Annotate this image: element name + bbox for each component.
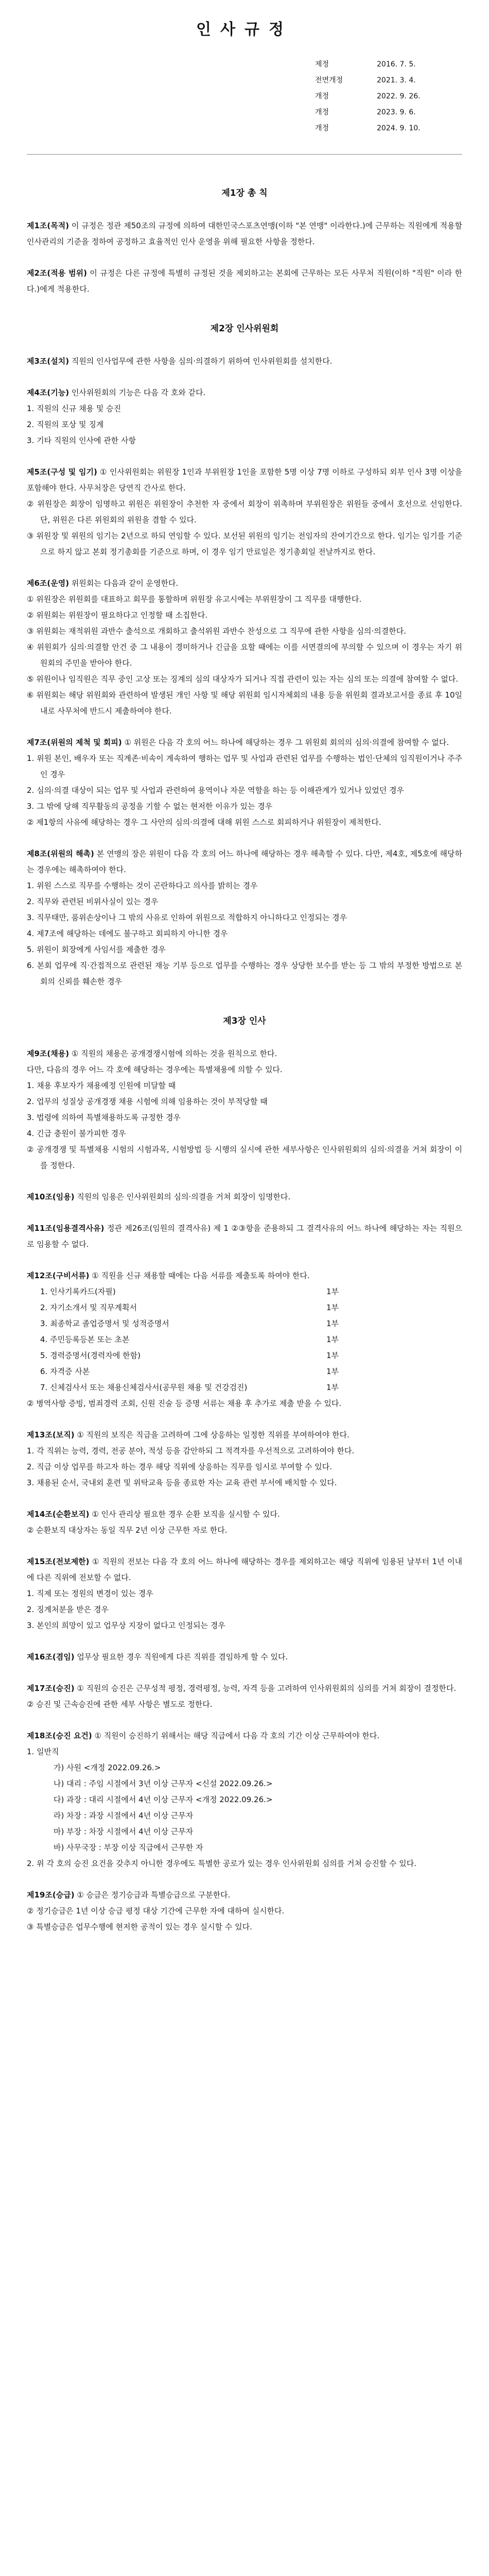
document-row (27, 1332, 462, 1348)
article-a7 (27, 735, 462, 831)
article-text: 직원의 인사업무에 관한 사항을 심의·의결하기 위하여 인사위원회를 설치한다. (69, 357, 333, 366)
document-row (27, 1380, 462, 1396)
article-item: 2. 직원의 포상 및 징계 (27, 420, 104, 429)
article-heading: 제2조(적용 범위) (27, 268, 87, 278)
history-row (315, 73, 462, 89)
article-clause: ① 직원의 전보는 다음 각 호의 어느 하나에 해당하는 경우를 제외하고는 해당 직위에 임용된 날부터 1년 이내에 다른 직위에 전보할 수 없다. (27, 1557, 462, 1582)
article-clause: ① 인사위원회는 위원장 1인과 부위원장 1인을 포함한 5명 이상 7명 이하로 구성하되 외부 인사 3명 이상을 포함해야 한다. 사무처장은 당연직 간사로 한다. (27, 467, 462, 493)
article-a2 (27, 265, 462, 297)
article-lead (27, 1427, 462, 1443)
article-clause: ① 위원은 다음 각 호의 어느 하나에 해당하는 경우 그 위원회 회의의 심의·의결에 참여할 수 없다. (124, 738, 449, 747)
article-heading: 제4조(기능) (27, 388, 69, 397)
article-item: 1. 일반직 (27, 1747, 59, 1756)
article-a8 (27, 846, 462, 990)
document-count: 1부 (326, 1287, 339, 1296)
chapter-3-title: 제3장 인사 (223, 1016, 266, 1026)
article-item: ③ 특별승급은 업무수행에 현저한 공적이 있는 경우 실시할 수 있다. (27, 1922, 252, 1931)
article-heading: 제8조(위원의 해촉) (27, 849, 94, 858)
article-a14 (27, 1506, 462, 1538)
document-count: 1부 (326, 1303, 339, 1312)
article-item: ② 순환보직 대상자는 동일 직무 2년 이상 근무한 자로 한다. (27, 1526, 228, 1535)
article-lead (27, 1189, 462, 1205)
article-item: ③ 위원장 및 위원의 임기는 2년으로 하되 연임할 수 있다. 보선된 위원의 임기는 전임자의 잔여기간으로 한다. 임기는 임기를 기준으로 하지 않고 본회 정기총회를 기준으로 하며, 이 경우 임기 만료일은 정기총회일 전날까지로 한다. (27, 531, 462, 556)
article-subitem: 다) 과장 : 대리 시절에서 4년 이상 근무자 <개정 2022.09.26.> (54, 1795, 273, 1804)
article-text: 본 연맹의 장은 위원이 다음 각 호의 어느 하나에 해당하는 경우 해촉할 수 있다. 다만, 제4호, 제5호에 해당하는 경우에는 해촉하여야 한다. (27, 849, 462, 874)
article-item: 1. 위원 본인, 배우자 또는 직계존·비속이 계속하여 행하는 업무 및 사업과 관련된 업무를 수행하는 법인·단체의 임직원이거나 주주인 경우 (27, 754, 462, 779)
document-name: 6. 자격증 사본 (40, 1367, 90, 1376)
history-label: 제정 (315, 60, 329, 69)
article-item: ② 병역사항 증빙, 범죄경력 조회, 신원 진술 등 증명 서류는 채용 후 추가로 제출 받을 수 있다. (27, 1399, 342, 1408)
article-item: ⑤ 위원이나 임직원은 직무 중인 고상 또는 징계의 심의 대상자가 되거나 직접 관련이 있는 자는 심의 또는 의결에 참여할 수 없다. (27, 674, 459, 684)
article-lead (27, 464, 462, 496)
article-lead (27, 1554, 462, 1586)
document-row (27, 1316, 462, 1332)
article-a13 (27, 1427, 462, 1491)
article-a18 (27, 1728, 462, 1872)
article-a3 (27, 353, 462, 369)
history-date: 2024. 9. 10. (377, 124, 421, 132)
article-lead (27, 1649, 462, 1665)
article-item: 2. 업무의 성질상 공개경쟁 채용 시험에 의해 임용하는 것이 부적당할 때 (27, 1097, 268, 1106)
article-clause: ① 승급은 정기승급과 특별승급으로 구분한다. (77, 1890, 231, 1900)
article-item: 3. 법령에 의하여 특별채용하도록 규정한 경우 (27, 1113, 181, 1122)
document-count: 1부 (326, 1367, 339, 1376)
article-clause: ① 직원의 승진은 근무성적 평정, 경력평정, 능력, 자격 등을 고려하여 인사위원회의 심의를 거쳐 회장이 결정한다. (77, 1684, 457, 1693)
article-heading: 제5조(구성 및 임기) (27, 467, 97, 477)
article-subitem: 가) 사원 <개정 2022.09.26.> (54, 1763, 161, 1772)
article-item: ③ 위원회는 재적위원 과반수 출석으로 개회하고 출석위원 과반수 찬성으로 그 직무에 관한 사항을 심의·의결한다. (27, 626, 407, 636)
article-item: 2. 직급 이상 업무를 하고자 하는 경우 해당 직위에 상응하는 직무를 임시로 부여할 수 있다. (27, 1462, 332, 1471)
article-lead (27, 1221, 462, 1252)
history-label: 개정 (315, 124, 329, 132)
history-date: 2023. 9. 6. (377, 108, 416, 116)
article-heading: 제1조(목적) (27, 221, 69, 230)
article-item: ② 승진 및 근속승진에 관한 세부 사항은 별도로 정한다. (27, 1700, 213, 1709)
article-subitem: 마) 부장 : 차장 시절에서 4년 이상 근무자 (54, 1827, 194, 1836)
article-lead (27, 1268, 462, 1284)
article-a5 (27, 464, 462, 560)
document-name: 1. 인사기록카드(자필) (40, 1287, 116, 1296)
article-item: 1. 위원 스스로 직무를 수행하는 것이 곤란하다고 의사를 밝히는 경우 (27, 881, 258, 890)
article-clause: ① 인사 관리상 필요한 경우 순환 보직을 실시할 수 있다. (92, 1510, 280, 1519)
article-a11 (27, 1221, 462, 1252)
article-heading: 제11조(임용결격사유) (27, 1224, 104, 1233)
article-heading: 제9조(채용) (27, 1049, 69, 1058)
history-row (315, 57, 462, 73)
article-item: 3. 직무태만, 품위손상이나 그 밖의 사유로 인하여 위원으로 적합하지 아니하다고 인정되는 경우 (27, 913, 347, 922)
article-clause: ① 직원의 보직은 직급을 고려하여 그에 상응하는 일정한 직위를 부여하여야 한다. (77, 1430, 350, 1439)
article-item: 다만, 다음의 경우 어느 각 호에 해당하는 경우에는 특별채용에 의할 수 있다. (27, 1065, 283, 1074)
document-name: 5. 경력증명서(경력자에 한함) (40, 1351, 141, 1360)
article-lead (27, 575, 462, 591)
history-label: 개정 (315, 108, 329, 116)
article-text: 인사위원회의 기능은 다음 각 호와 같다. (69, 388, 206, 397)
document-title: 인사규정 (196, 21, 293, 39)
document-name: 4. 주민등록등본 또는 초본 (40, 1335, 130, 1344)
article-heading: 제16조(겸임) (27, 1652, 75, 1662)
article-heading: 제13조(보직) (27, 1430, 75, 1439)
article-lead (27, 353, 462, 369)
chapter-2-title: 제2장 인사위원회 (210, 324, 279, 334)
document-row (27, 1300, 462, 1316)
article-lead (27, 218, 462, 250)
article-item: 2. 직무와 관련된 비위사실이 있는 경우 (27, 897, 159, 906)
chapter-1-title: 제1장 총 칙 (221, 188, 268, 198)
article-text: 업무상 필요한 경우 직원에게 다른 직위를 겸임하게 할 수 있다. (74, 1652, 288, 1662)
document-name: 3. 최종학교 졸업증명서 및 성적증명서 (40, 1319, 169, 1328)
article-heading: 제17조(승진) (27, 1684, 75, 1693)
article-item: 3. 본인의 희망이 있고 업무상 지장이 없다고 인정되는 경우 (27, 1621, 225, 1630)
article-heading: 제14조(순환보직) (27, 1510, 90, 1519)
title-divider (27, 154, 462, 155)
article-clause: ① 직원의 채용은 공개경쟁시험에 의하는 것을 원칙으로 한다. (71, 1049, 277, 1058)
revision-history (315, 57, 462, 137)
history-row (315, 121, 462, 137)
document-count: 1부 (326, 1335, 339, 1344)
document-row (27, 1284, 462, 1300)
article-heading: 제6조(운영) (27, 579, 69, 588)
article-lead (27, 385, 462, 401)
article-item: 1. 직원의 신규 채용 및 승진 (27, 404, 121, 413)
article-subitem: 나) 대리 : 주임 시절에서 3년 이상 근무자 <신설 2022.09.26.> (54, 1779, 273, 1788)
article-item: 1. 각 직위는 능력, 경력, 전공 분야, 적성 등을 감안하되 그 적격자를 우선적으로 고려하여야 한다. (27, 1446, 355, 1455)
article-heading: 제18조(승진 요건) (27, 1731, 92, 1740)
article-item: ① 위원장은 위원회를 대표하고 회무를 통할하며 위원장 유고시에는 부위원장이 그 직무를 대행한다. (27, 595, 362, 604)
article-text: 정관 제26조(임원의 결격사유) 제 1 ②③항을 준용하되 그 결격사유의 어느 하나에 해당하는 자는 직원으로 임용할 수 없다. (27, 1224, 462, 1249)
article-lead (27, 1681, 462, 1697)
document-name: 7. 신체검사서 또는 채용신체검사서(공무원 채용 및 건강검진) (40, 1383, 248, 1392)
article-item: 3. 그 밖에 당해 직무활동의 공정을 기할 수 없는 현저한 이유가 있는 경우 (27, 802, 273, 811)
article-lead (27, 1887, 462, 1903)
article-lead (27, 265, 462, 297)
article-lead (27, 1506, 462, 1522)
history-date: 2022. 9. 26. (377, 92, 421, 100)
article-item: 1. 직제 또는 정원의 변경이 있는 경우 (27, 1589, 153, 1598)
article-heading: 제10조(임용) (27, 1192, 75, 1201)
article-text: 직원의 임용은 인사위원회의 심의·의결을 거쳐 회장이 임명한다. (74, 1192, 291, 1201)
article-item: 2. 위 각 호의 승진 요건을 갖추지 아니한 경우에도 특별한 공로가 있는 경우 인사위원회 심의를 거쳐 승진할 수 있다. (27, 1859, 416, 1868)
article-item: 2. 징계처분을 받은 경우 (27, 1605, 109, 1614)
article-lead (27, 846, 462, 878)
article-heading: 제7조(위원의 제척 및 회피) (27, 738, 122, 747)
article-a10 (27, 1189, 462, 1205)
article-subitem: 라) 차장 : 과장 시절에서 4년 이상 근무자 (54, 1811, 194, 1820)
article-heading: 제12조(구비서류) (27, 1271, 90, 1280)
article-a19 (27, 1887, 462, 1935)
article-item: ② 제1항의 사유에 해당하는 경우 그 사안의 심의·의결에 대해 위원 스스로 회피하거나 위원장이 제척한다. (27, 818, 381, 827)
document-count: 1부 (326, 1319, 339, 1328)
article-item: 4. 제7조에 해당하는 데에도 불구하고 회피하지 아니한 경우 (27, 929, 228, 938)
article-heading: 제19조(승급) (27, 1890, 75, 1900)
article-clause: ① 직원을 신규 채용할 때에는 다음 서류를 제출토록 하여야 한다. (92, 1271, 310, 1280)
article-a17 (27, 1681, 462, 1713)
article-item: ⑥ 위원회는 해당 위원회와 관련하여 발생된 개인 사항 및 해당 위원회 임시자체회의 내용 등을 위원회 결과보고서를 종료 후 10일 내로 사무처에 반드시 제출하여야 한다. (27, 690, 462, 716)
article-lead (27, 1728, 462, 1744)
article-clause: ① 직원이 승진하기 위해서는 해당 직급에서 다음 각 호의 기간 이상 근무하여야 한다. (94, 1731, 380, 1740)
article-item: ② 공개경쟁 및 특별채용 시험의 시험과목, 시험방법 등 시행의 실시에 관한 세부사항은 인사위원회의 심의·의결을 거쳐 회장이 이를 정한다. (27, 1145, 462, 1170)
article-item: 6. 본회 업무에 직·간접적으로 관련된 재능 기부 등으로 업무를 수행하는 경우 상당한 보수를 받는 등 그 밖의 부정한 방법으로 본회의 신뢰를 훼손한 경우 (27, 961, 462, 986)
article-item: ④ 위원회가 심의·의결할 안건 중 그 내용이 경미하거나 긴급을 요할 때에는 이를 서면결의에 부의할 수 있으며 이 경우는 자기 위원회의 주민을 받아야 한다. (27, 642, 462, 668)
history-date: 2016. 7. 5. (377, 60, 416, 69)
article-lead (27, 1046, 462, 1062)
article-text: 이 규정은 정관 제50조의 규정에 의하여 대한민국스포츠연맹(이하 "본 연맹" 이라한다.)에 근무하는 직원에게 적용할 인사관리의 기준을 정하여 공정하고 효율적인 인사 운영을 위해 필요한 사항을 정한다. (27, 221, 462, 246)
article-item: 2. 심의·의결 대상이 되는 업무 및 사업과 관련하여 용역이나 자문 역할을 하는 등 이해관계가 있거나 있었던 경우 (27, 786, 404, 795)
document-row (27, 1364, 462, 1380)
article-a12 (27, 1268, 462, 1412)
article-item: ② 정기승급은 1년 이상 승급 평정 대상 기간에 근무한 자에 대하여 실시한다. (27, 1906, 285, 1916)
document-name: 2. 자기소개서 및 직무계획서 (40, 1303, 137, 1312)
article-text: 이 규정은 다른 규정에 특별히 규정된 것을 제외하고는 본회에 근무하는 모든 사무처 직원(이하 "직원" 이라 한다.)에게 적용한다. (27, 268, 463, 294)
history-row (315, 105, 462, 121)
article-item: 1. 채용 후보자가 채용예정 인원에 미달할 때 (27, 1081, 176, 1090)
history-row (315, 89, 462, 105)
article-item: 4. 긴급 충원이 불가피한 경우 (27, 1129, 126, 1138)
article-text: 위원회는 다음과 같이 운영한다. (69, 579, 179, 588)
article-item: 3. 채용된 순서, 국내외 훈련 및 위탁교육 등을 종료한 자는 교육 관련 부서에 배치할 수 있다. (27, 1478, 337, 1487)
article-item: ② 위원장은 회장이 임명하고 위원은 위원장이 추천한 자 중에서 회장이 위촉하며 부위원장은 위원들 중에서 호선으로 선임한다. 단, 위원은 다른 위원회의 위원을 겸할 수 있다. (27, 499, 462, 524)
article-heading: 제15조(전보제한) (27, 1557, 90, 1566)
article-item: ② 위원회는 위원장이 필요하다고 인정할 때 소집한다. (27, 611, 208, 620)
history-label: 개정 (315, 92, 329, 100)
article-item: 3. 기타 직원의 인사에 관한 사항 (27, 436, 136, 445)
history-date: 2021. 3. 4. (377, 76, 416, 84)
article-heading: 제3조(설치) (27, 357, 69, 366)
article-a4 (27, 385, 462, 449)
document-count: 1부 (326, 1383, 339, 1392)
article-a16 (27, 1649, 462, 1665)
article-a6 (27, 575, 462, 719)
article-a9 (27, 1046, 462, 1174)
document-row (27, 1348, 462, 1364)
document-count: 1부 (326, 1351, 339, 1360)
article-item: 5. 위원이 회장에게 사임서를 제출한 경우 (27, 945, 166, 954)
article-a1 (27, 218, 462, 250)
article-a15 (27, 1554, 462, 1634)
history-label: 전면개정 (315, 76, 343, 84)
article-lead (27, 735, 462, 751)
article-subitem: 바) 사무국장 : 부장 이상 직급에서 근무한 자 (54, 1843, 203, 1852)
